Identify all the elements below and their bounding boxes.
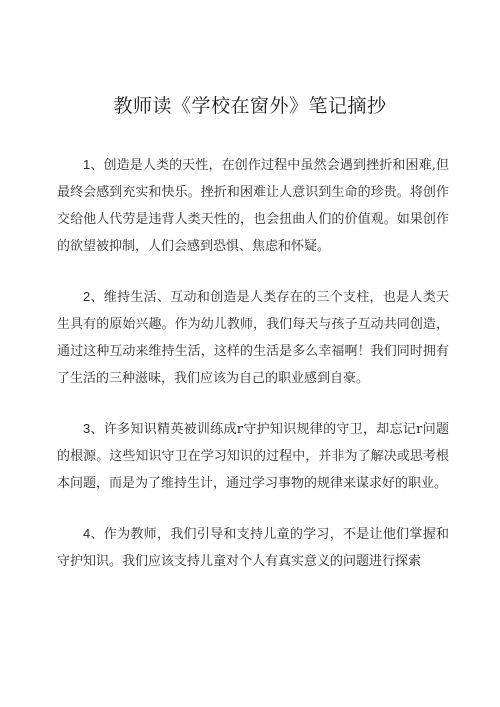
paragraph-text: 、作为教师，我们引导和支持儿童的学习，不是让他们掌握和守护知识。我们应该支持儿童对个人有真实意义的问题进行探索 — [57, 527, 449, 569]
paragraph-text: 、维持生活、互动和创造是人类存在的三个支柱，也是人类天生具有的原始兴趣。作为幼儿教师，我们每天与孩子互动共同创造，通过这种互动来维持生活，这样的生活是多么幸福啊！我们同时拥有了生活的三种滋味，我们应该为自己的职业感到自豪。 — [57, 290, 449, 386]
paragraph-4 — [57, 520, 449, 575]
paragraph-2 — [57, 283, 449, 392]
document-body — [57, 151, 449, 598]
page-title: 教师读《学校在窗外》笔记摘抄 — [113, 95, 387, 117]
paragraph-text: 、许多知识精英被训练成r守护知识规律的守卫，却忘记r问题的根源。这些知识守卫在学习知识的过程中，并非为了解决或思考根本问题，而是为了维持生计，通过学习事物的规律来谋求好的职业。 — [57, 422, 449, 491]
paragraph-number: 3 — [83, 421, 91, 436]
paragraph-3 — [57, 415, 449, 497]
paragraph-number: 4 — [83, 526, 91, 541]
paragraph-number: 2 — [83, 289, 91, 304]
paragraph-number: 1 — [83, 157, 91, 172]
paragraph-1 — [57, 151, 449, 260]
paragraph-text: 、创造是人类的天性，在创作过程中虽然会遇到挫折和困难,但最终会感到充实和快乐。挫折和困难让人意识到生命的珍贵。将创作交给他人代劳是违背人类天性的，也会扭曲人们的价值观。如果创作的欲望被抑制，人们会感到恐惧、焦虑和怀疑。 — [57, 158, 449, 254]
